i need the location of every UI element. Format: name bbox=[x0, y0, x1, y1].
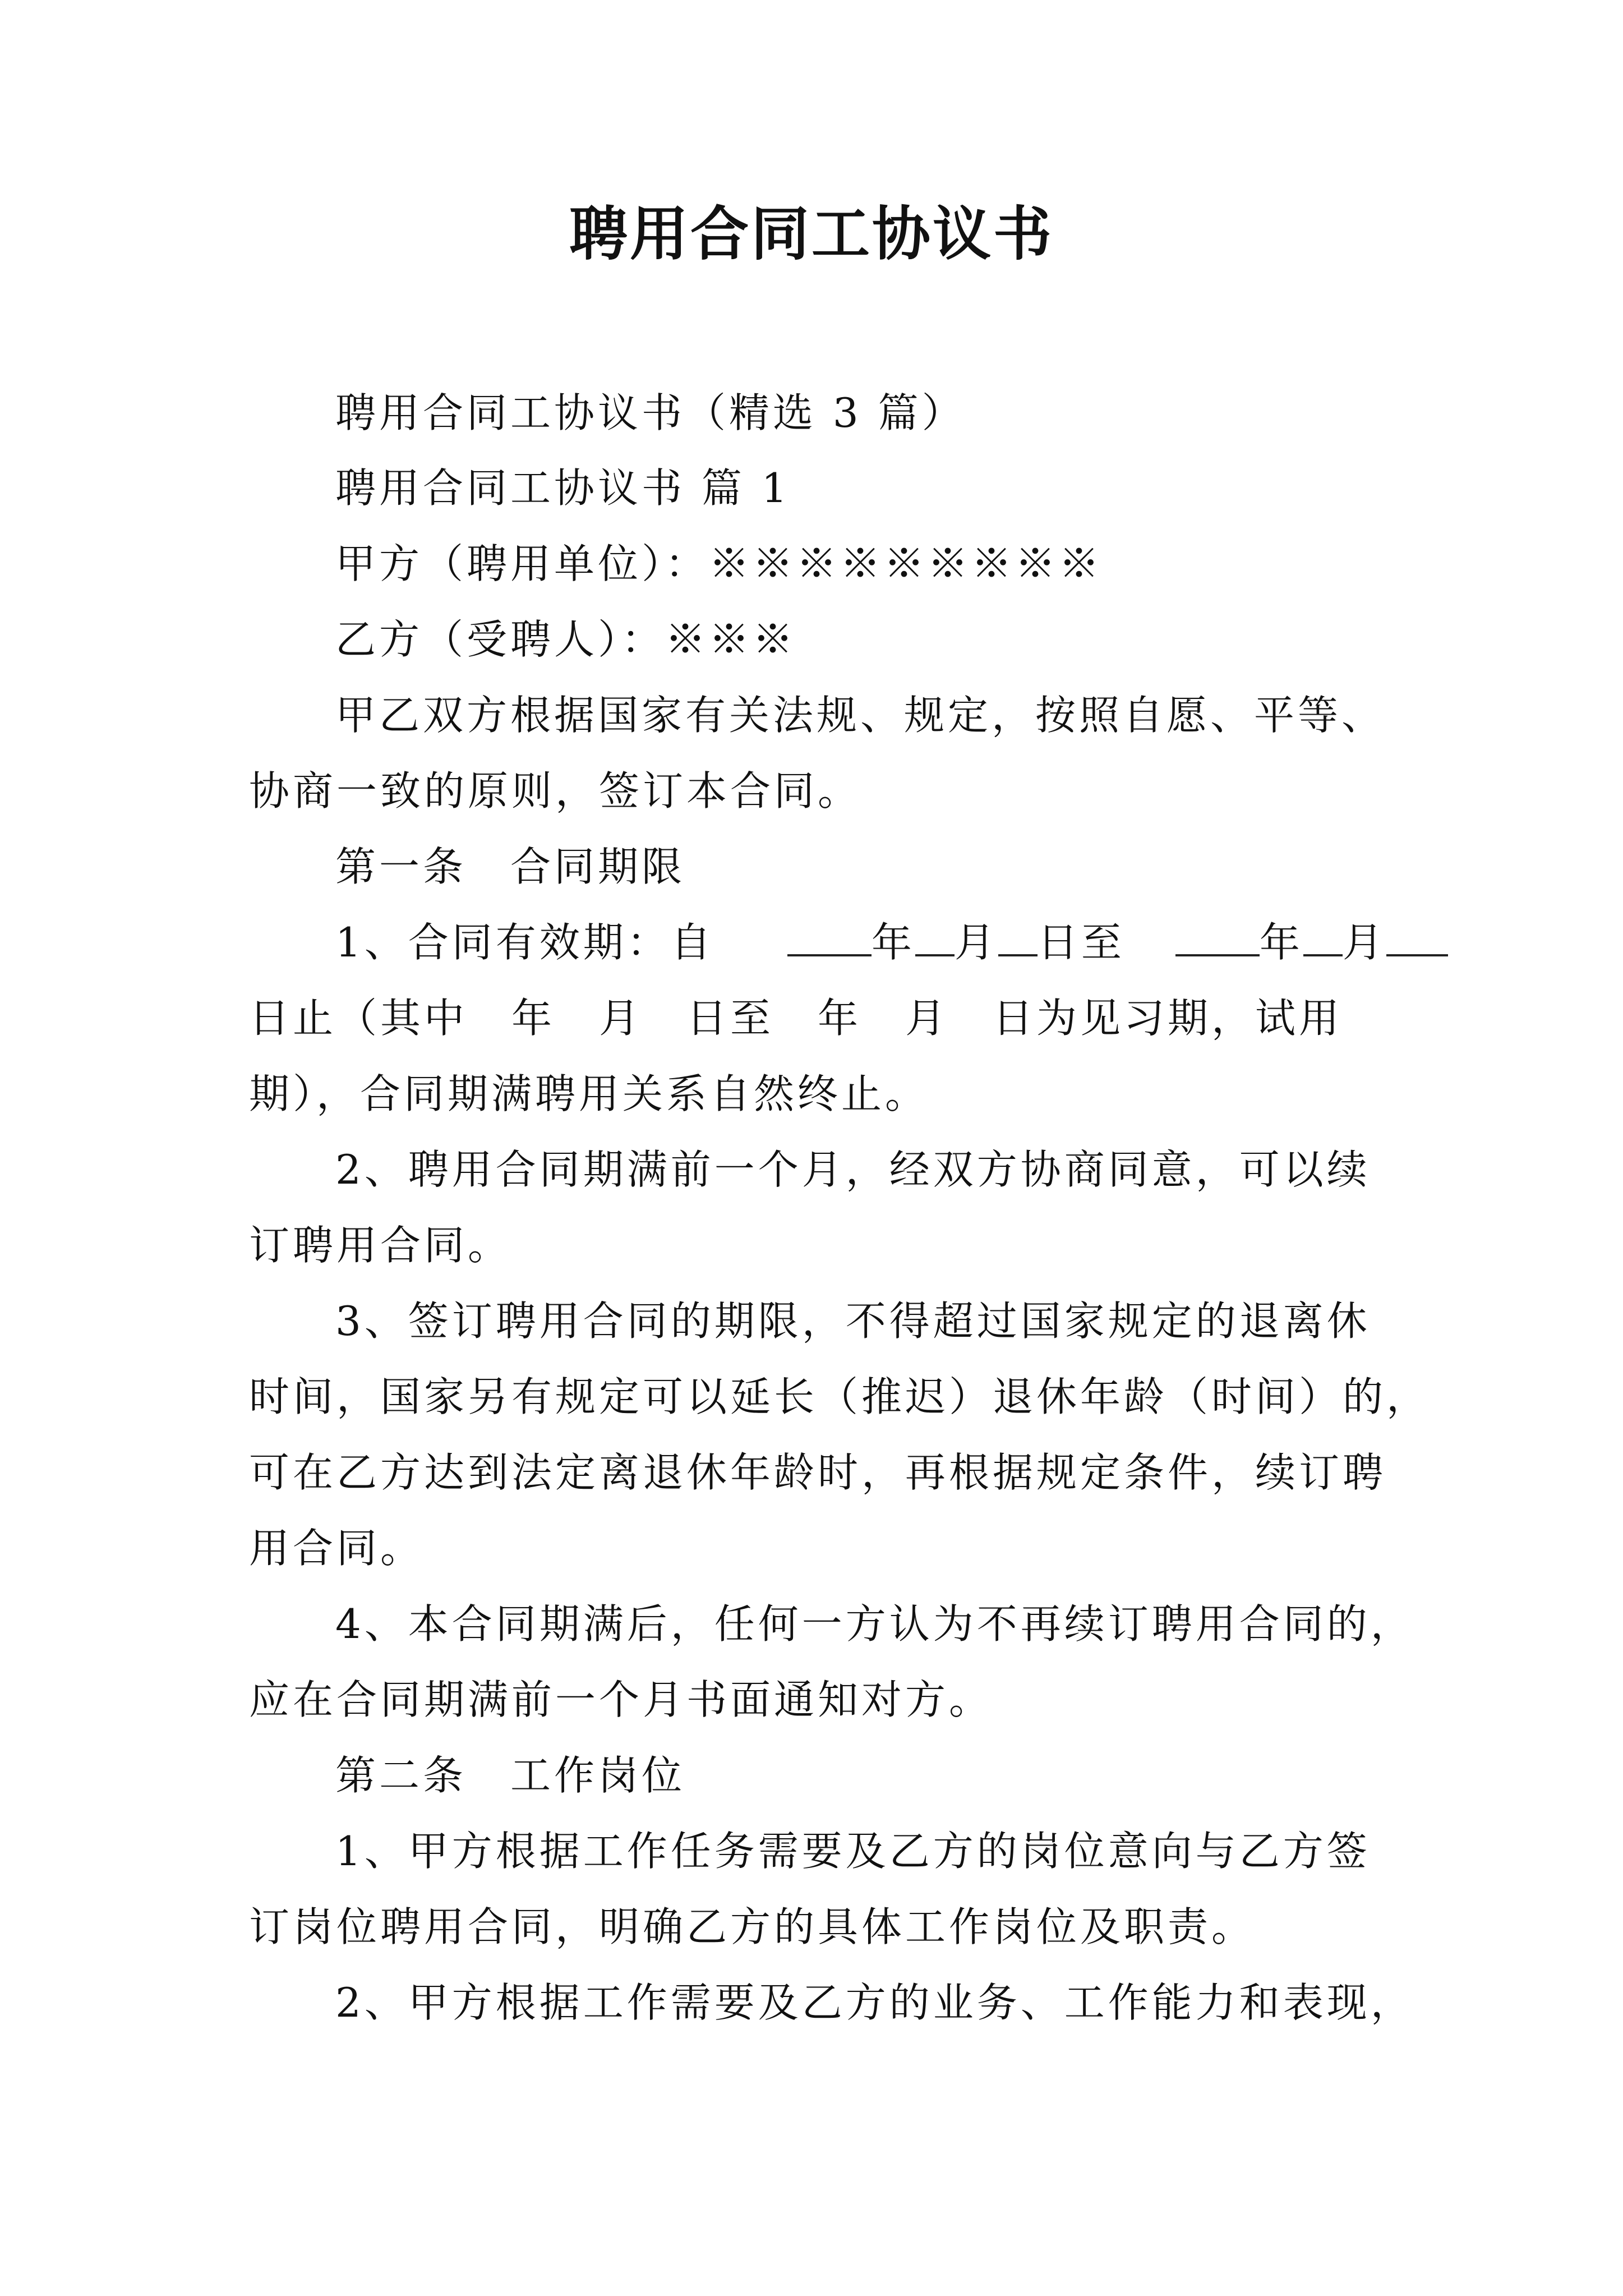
clause-1-2-line-1: 2、聘用合同期满前一个月，经双方协商同意，可以续 bbox=[335, 1146, 1371, 1193]
clause-2-1-line-1: 1、甲方根据工作任务需要及乙方的岗位意向与乙方签 bbox=[335, 1828, 1371, 1875]
clause-2-2-line-1: 2、甲方根据工作需要及乙方的业务、工作能力和表现， bbox=[335, 1979, 1414, 2026]
month-label: 月 bbox=[954, 919, 998, 966]
end-day-blank[interactable] bbox=[1386, 918, 1448, 956]
end-month-blank[interactable] bbox=[1303, 918, 1343, 956]
clause-1-2-line-2: 订聘用合同。 bbox=[249, 1222, 512, 1269]
term-validity-label: 1、合同有效期：自 bbox=[335, 919, 714, 966]
clause-1-4-line-2: 应在合同期满前一个月书面通知对方。 bbox=[249, 1676, 993, 1723]
term-validity-line-2: 日止（其中 年 月 日至 年 月 日为见习期，试用 bbox=[249, 995, 1343, 1042]
day-to-label: 日至 bbox=[1037, 919, 1125, 966]
start-month-blank[interactable] bbox=[915, 918, 955, 956]
party-a-line: 甲方（聘用单位）：※※※※※※※※※ bbox=[335, 540, 1103, 587]
term-validity-line-3: 期），合同期满聘用关系自然终止。 bbox=[249, 1070, 929, 1117]
clause-1-3-line-2: 时间，国家另有规定可以延长（推迟）退休年龄（时间）的， bbox=[249, 1373, 1431, 1420]
year-label-2: 年 bbox=[1259, 919, 1303, 966]
clause-2-1-line-2: 订岗位聘用合同，明确乙方的具体工作岗位及职责。 bbox=[249, 1903, 1256, 1950]
start-year-blank[interactable] bbox=[787, 918, 872, 956]
section-heading-part-1: 聘用合同工协议书 篇 1 bbox=[335, 464, 791, 512]
year-label: 年 bbox=[871, 919, 915, 966]
article-2-heading: 第二条 工作岗位 bbox=[335, 1752, 686, 1799]
document-title: 聘用合同工协议书 bbox=[569, 199, 1054, 268]
subtitle-selected: 聘用合同工协议书（精选 3 篇） bbox=[335, 389, 966, 436]
clause-1-3-line-4: 用合同。 bbox=[249, 1525, 425, 1572]
clause-1-3-line-3: 可在乙方达到法定离退休年龄时，再根据规定条件，续订聘 bbox=[249, 1449, 1387, 1496]
start-day-blank[interactable] bbox=[998, 918, 1038, 956]
clause-1-4-line-1: 4、本合同期满后，任何一方认为不再续订聘用合同的， bbox=[335, 1600, 1414, 1648]
term-validity-line bbox=[335, 914, 1448, 970]
preamble-line-2: 协商一致的原则，签订本合同。 bbox=[249, 767, 862, 815]
preamble-line-1: 甲乙双方根据国家有关法规、规定，按照自愿、平等、 bbox=[335, 692, 1386, 739]
article-1-heading: 第一条 合同期限 bbox=[335, 843, 686, 890]
clause-1-3-line-1: 3、签订聘用合同的期限，不得超过国家规定的退离休 bbox=[335, 1297, 1371, 1345]
party-b-line: 乙方（受聘人）：※※※ bbox=[335, 616, 797, 663]
end-year-blank[interactable] bbox=[1175, 918, 1260, 956]
month-label-2: 月 bbox=[1342, 919, 1386, 966]
